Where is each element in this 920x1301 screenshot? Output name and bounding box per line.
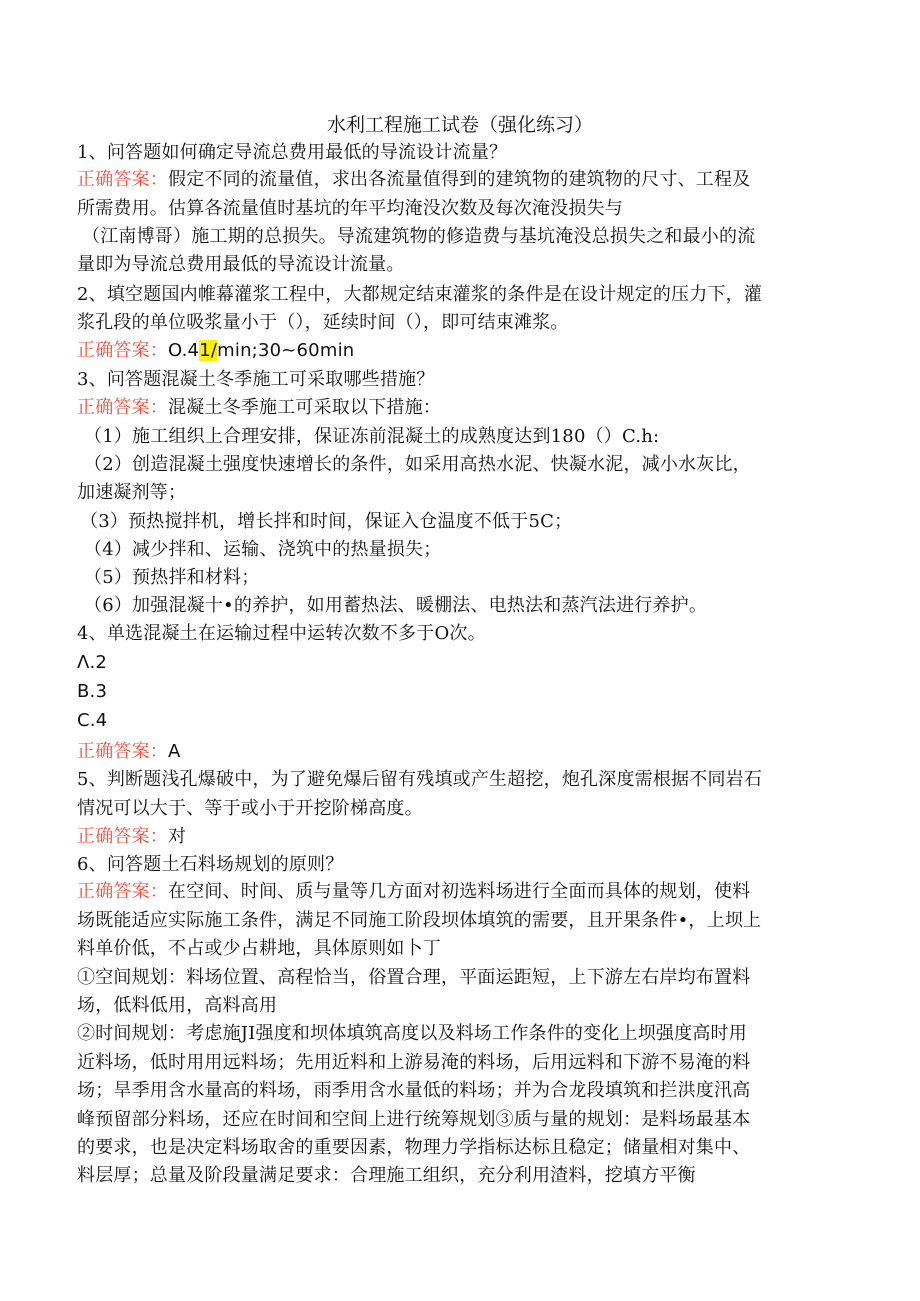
q4-question: 4、单选混凝土在运输过程中运转次数不多于O次。 bbox=[77, 623, 486, 644]
q6-answer-line: 料单价低，不占或少占耕地，具体原则如卜丁 bbox=[77, 938, 441, 959]
q6-answer-first: 在空间、时间、质与量等几方面对初选料场进行全面而具体的规划，使料 bbox=[168, 881, 751, 902]
q6-answer-line: 料层厚；总量及阶段量满足要求：合理施工组织，充分利用渣料，挖填方平衡 bbox=[77, 1165, 696, 1186]
q1-question: 1、问答题如何确定导流总费用最低的导流设计流量？ bbox=[77, 142, 508, 163]
answer-label: 正确答案： bbox=[77, 397, 168, 418]
q2-question-line: 2、填空题国内帷幕灌浆工程中，大都规定结束灌浆的条件是在设计规定的压力下，灌 bbox=[77, 284, 763, 305]
q3-item: （5）预热拌和材料； bbox=[84, 567, 260, 588]
q2-answer-pre: O.4 bbox=[168, 340, 200, 361]
answer-label: 正确答案： bbox=[77, 340, 168, 361]
q1-answer-line: 所需费用。估算各流量值时基坑的年平均淹没次数及每次淹没损失与 bbox=[77, 198, 623, 219]
q4-answer-line bbox=[77, 738, 181, 766]
q3-item: （2）创造混凝土强度快速增长的条件，如采用高热水泥、快凝水泥，减小水灰比， bbox=[84, 454, 751, 475]
q2-answer-post: min;30~60min bbox=[217, 340, 355, 361]
q6-answer-line: ①空间规划：料场位置、高程恰当，俗置合理，平面运距短，上下游左右岸均布置料 bbox=[77, 967, 751, 988]
answer-label: 正确答案： bbox=[77, 881, 168, 902]
q3-item: （4）减少拌和、运输、浇筑中的热量损失； bbox=[84, 539, 442, 560]
q5-question-line: 情况可以大于、等于或小于开挖阶梯高度。 bbox=[77, 798, 423, 819]
q5-answer: 对 bbox=[168, 826, 187, 847]
q2-answer-line bbox=[77, 337, 354, 365]
document-title: 水利工程施工试卷（强化练习） bbox=[326, 114, 593, 136]
q6-answer-line: ②时间规划：考虑施JI强度和坝体填筑高度以及料场工作条件的变化上坝强度高时用 bbox=[77, 1023, 747, 1044]
q3-answer-line bbox=[77, 394, 441, 422]
q6-answer-line: 的要求，也是决定料场取舍的重要因素，物理力学指标达标且稳定；储量相对集中、 bbox=[77, 1137, 751, 1158]
q3-item: （6）加强混凝十•的养护，如用蓄热法、暖棚法、电热法和蒸汽法进行养护。 bbox=[84, 595, 708, 616]
q6-answer-line: 近料场，低时用用远料场；先用近料和上游易淹的料场，后用远料和下游不易淹的料 bbox=[77, 1052, 751, 1073]
answer-label: 正确答案： bbox=[77, 826, 168, 847]
q4-option-c: C.4 bbox=[77, 710, 108, 731]
q6-answer-line: 场既能适应实际施工条件，满足不同施工阶段坝体填筑的需要，且开果条件•，上坝上 bbox=[77, 910, 762, 931]
q3-question: 3、问答题混凝土冬季施工可采取哪些措施？ bbox=[77, 369, 435, 390]
q6-answer-line bbox=[77, 878, 750, 906]
q5-answer-line bbox=[77, 823, 186, 851]
q3-item: （3）预热搅拌机，增长拌和时间，保证入仓温度不低于5C； bbox=[80, 511, 573, 532]
q1-answer-line: 量即为导流总费用最低的导流设计流量。 bbox=[77, 254, 405, 275]
q4-answer: A bbox=[168, 741, 181, 762]
q1-answer-line: （江南博哥）施工期的总损失。导流建筑物的修造费与基坑淹没总损失之和最小的流 bbox=[82, 226, 756, 247]
q1-answer-text: 假定不同的流量值，求出各流量值得到的建筑物的建筑物的尺寸、工程及 bbox=[168, 169, 751, 190]
q6-answer-line: 场，低料低用，高料高用 bbox=[77, 995, 278, 1016]
q4-option-b: B.3 bbox=[77, 681, 108, 702]
q3-item: （1）施工组织上合理安排，保证冻前混凝土的成熟度达到180（）C.h: bbox=[84, 426, 660, 447]
q6-question: 6、问答题土石料场规划的原则？ bbox=[77, 854, 344, 875]
q3-item: 加速凝剂等； bbox=[77, 482, 187, 503]
q1-answer-line bbox=[77, 166, 750, 194]
q4-option-a: Λ.2 bbox=[77, 652, 108, 673]
answer-label: 正确答案： bbox=[77, 169, 168, 190]
q3-answer-intro: 混凝土冬季施工可采取以下措施： bbox=[168, 397, 441, 418]
q6-answer-line: 场；旱季用含水量高的料场，雨季用含水量低的料场；并为合龙段填筑和拦洪度汛高 bbox=[77, 1080, 751, 1101]
q2-answer-highlight: 1/ bbox=[199, 340, 218, 361]
q2-question-line: 浆孔段的单位吸浆量小于（），延续时间（），即可结束滩浆。 bbox=[77, 312, 569, 333]
answer-label: 正确答案： bbox=[77, 741, 168, 762]
q5-question-line: 5、判断题浅孔爆破中，为了避免爆后留有残填或产生超挖，炮孔深度需根据不同岩石 bbox=[77, 769, 763, 790]
q6-answer-line: 峰预留部分料场，还应在时间和空间上进行统筹规划③质与量的规划：是料场最基本 bbox=[77, 1109, 751, 1130]
